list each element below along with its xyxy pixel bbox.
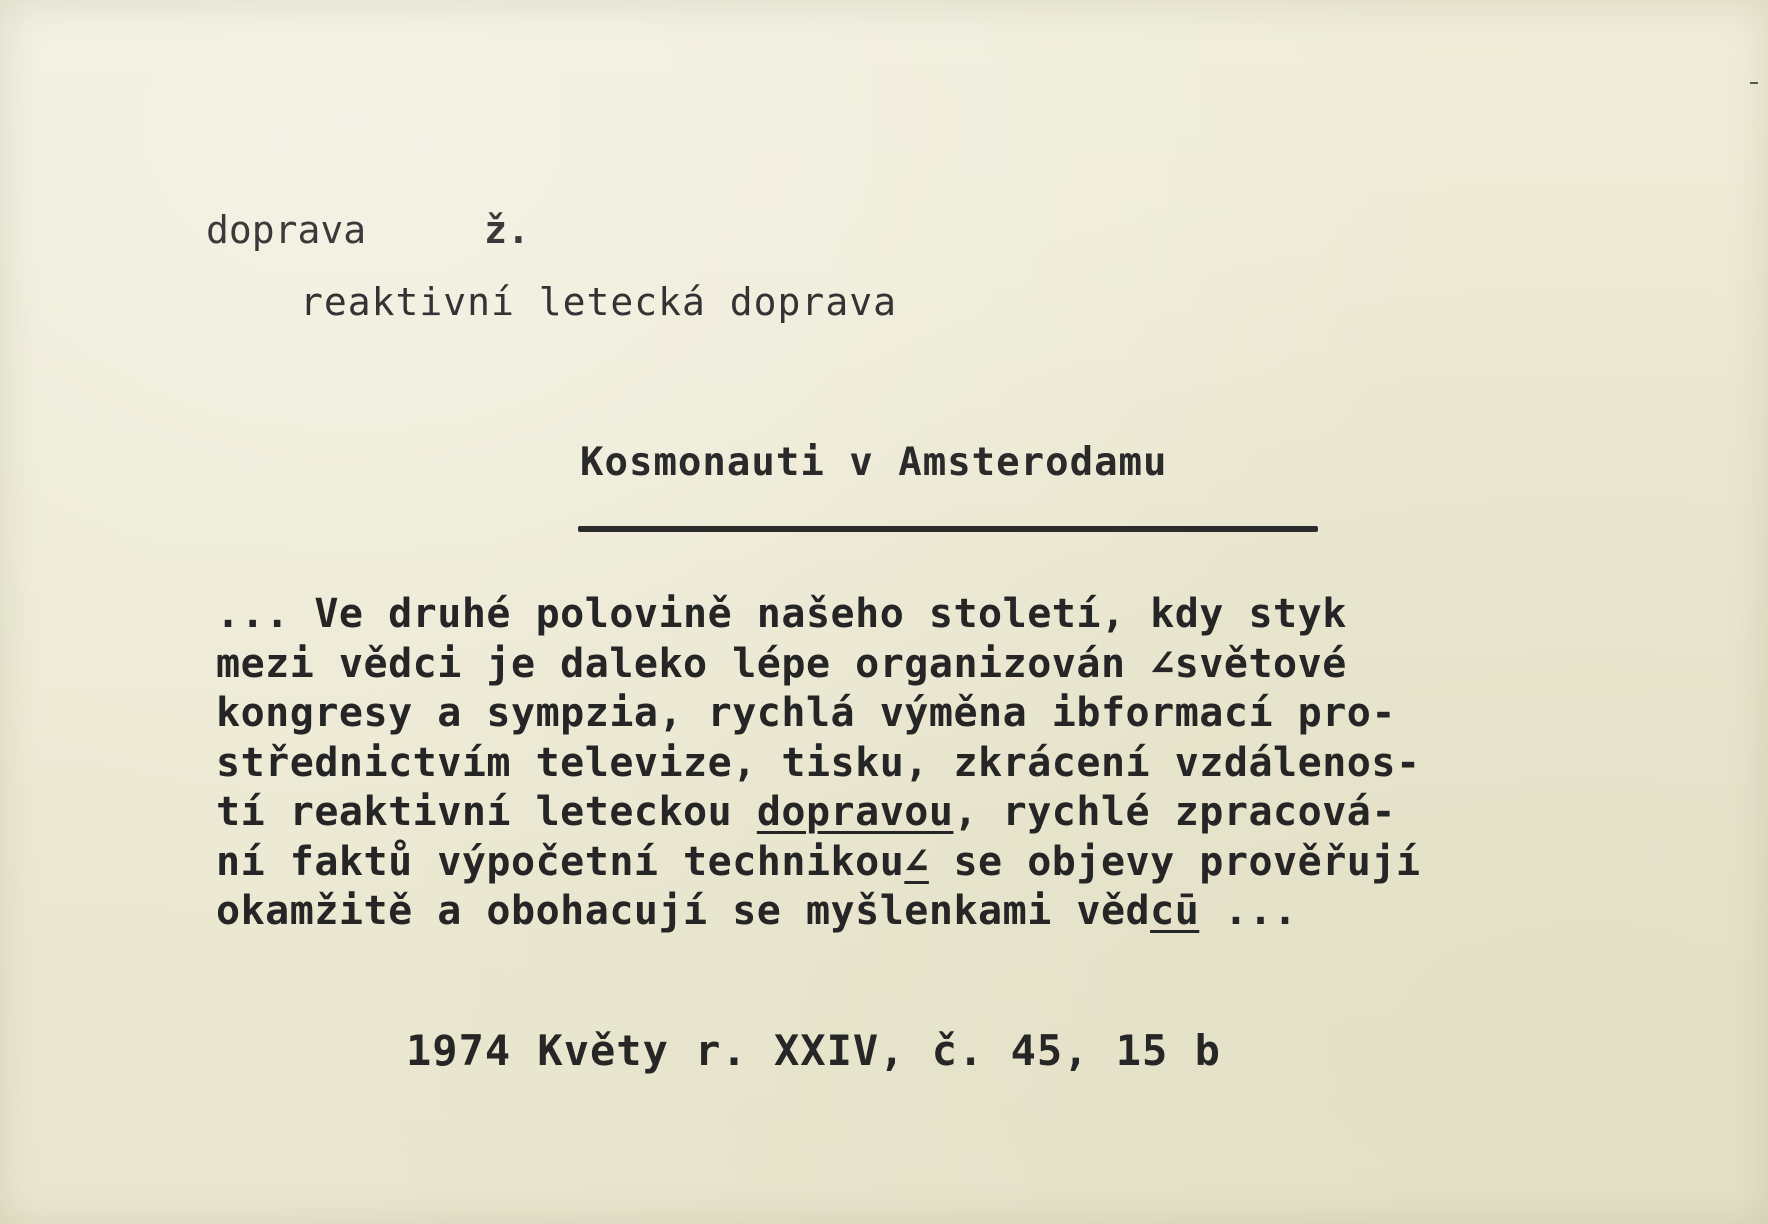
quote-line-6: ní faktů výpočetní technikou [216,838,905,885]
source-citation: 1974 Květy r. XXIV, č. 45, 15 b [406,1026,1221,1075]
headword-row [206,208,530,252]
quote-line-2: mezi vědci je daleko lépe organizován [216,640,1151,687]
quote-line-7: okamžitě a obohacují se myšlenkami věd [216,888,1151,934]
headword: doprava [206,208,367,252]
quote-line-7-tail: ... [1199,888,1298,934]
quote-line-1: ... Ve druhé polovině našeho století, kdy styk [216,591,1347,637]
quote-line-4: střednictvím televize, tisku, zkrácení vzdálenos- [216,739,1421,786]
edge-mark [1750,82,1758,84]
quotation [216,590,1736,937]
quote-corrected-ending: cū [1150,888,1200,934]
quote-line-6-tail: se objevy prověřují [928,838,1421,885]
title-underline [578,526,1318,532]
collocation: reaktivní letecká doprava [300,280,897,324]
article-title: Kosmonauti v Amsterodamu [580,440,1168,485]
quote-keyword: dopravou [756,789,954,835]
quote-line-3: kongresy a sympzia, rychlá výměna ibformací pro- [216,690,1396,736]
grammatical-gender: ž. [484,208,530,252]
quote-line-5: tí reaktivní leteckou [216,789,757,835]
quote-line-5-tail: , rychlé zpracová- [953,789,1396,835]
quote-bracket-2: ∠ [904,838,929,885]
quote-bracket-1: ∠světové [1150,640,1347,687]
